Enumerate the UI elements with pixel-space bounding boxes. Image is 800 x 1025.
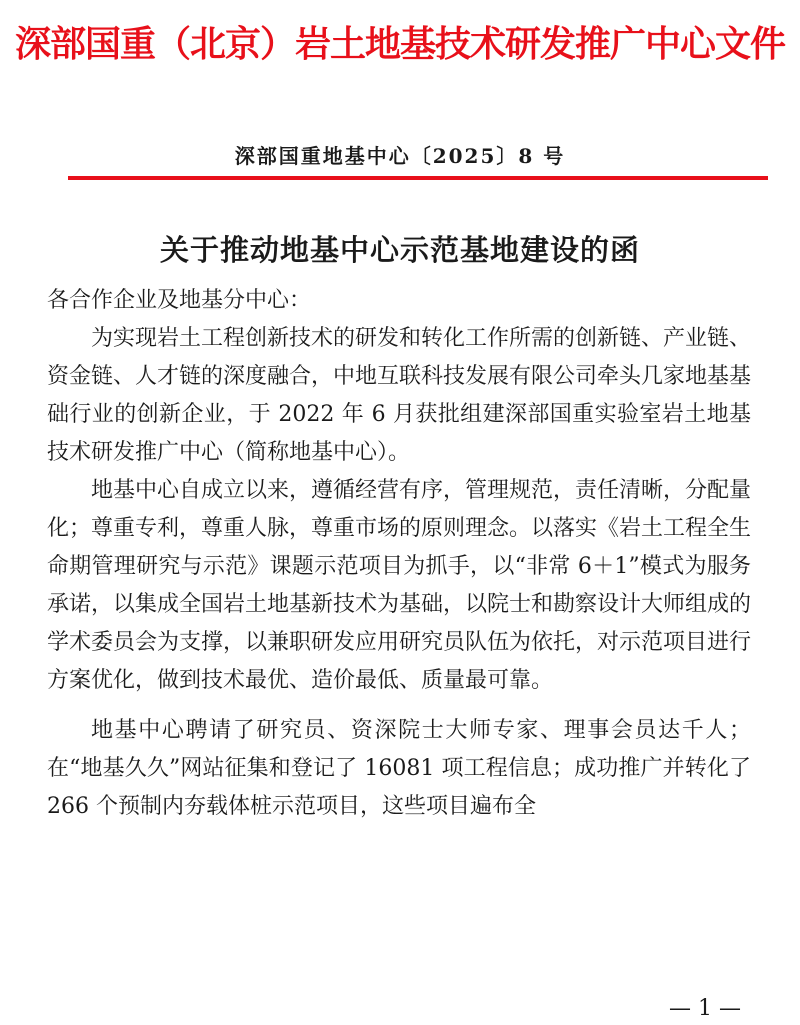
red-divider-line	[68, 176, 768, 180]
letter-title: 关于推动地基中心示范基地建设的函	[159, 233, 640, 267]
paragraph-2: 地基中心自成立以来，遵循经营有序，管理规范，责任清晰，分配量化；尊重专利，尊重人脉，尊重市场的原则理念。以落实《岩土工程全生命期管理研究与示范》课题示范项目为抓手，以“非常 6＋1”模式为服务承诺，以集成全国岩土地基新技术为基础，以院士和勘察设计大师组成的学术委员会为支撑，以兼职研发应用研究员队伍为依托，对示范项目进行方案优化，做到技术最优、造价最低、质量最可靠。	[47, 478, 752, 693]
paragraph-1: 为实现岩土工程创新技术的研发和转化工作所需的创新链、产业链、资金链、人才链的深度融合，中地互联科技发展有限公司牵头几家地基基础行业的创新企业，于 2022 年 6 月获批组建深部国重实验室岩土地基技术研发推广中心（简称地基中心）。	[47, 326, 752, 465]
paragraph-3: 地基中心聘请了研究员、资深院士大师专家、理事会员达千人；在“地基久久”网站征集和登记了 16081 项工程信息；成功推广并转化了 266 个预制内夯载体桩示范项目，这些项目遍布全	[47, 718, 751, 819]
page-number: — 1 —	[669, 996, 741, 1021]
salutation: 各合作企业及地基分中心：	[47, 288, 312, 313]
org-header-title: 深部国重（北京）岩土地基技术研发推广中心文件	[14, 24, 785, 65]
document-number: 深部国重地基中心〔2025〕8 号	[234, 144, 566, 168]
letter-body	[47, 282, 751, 826]
